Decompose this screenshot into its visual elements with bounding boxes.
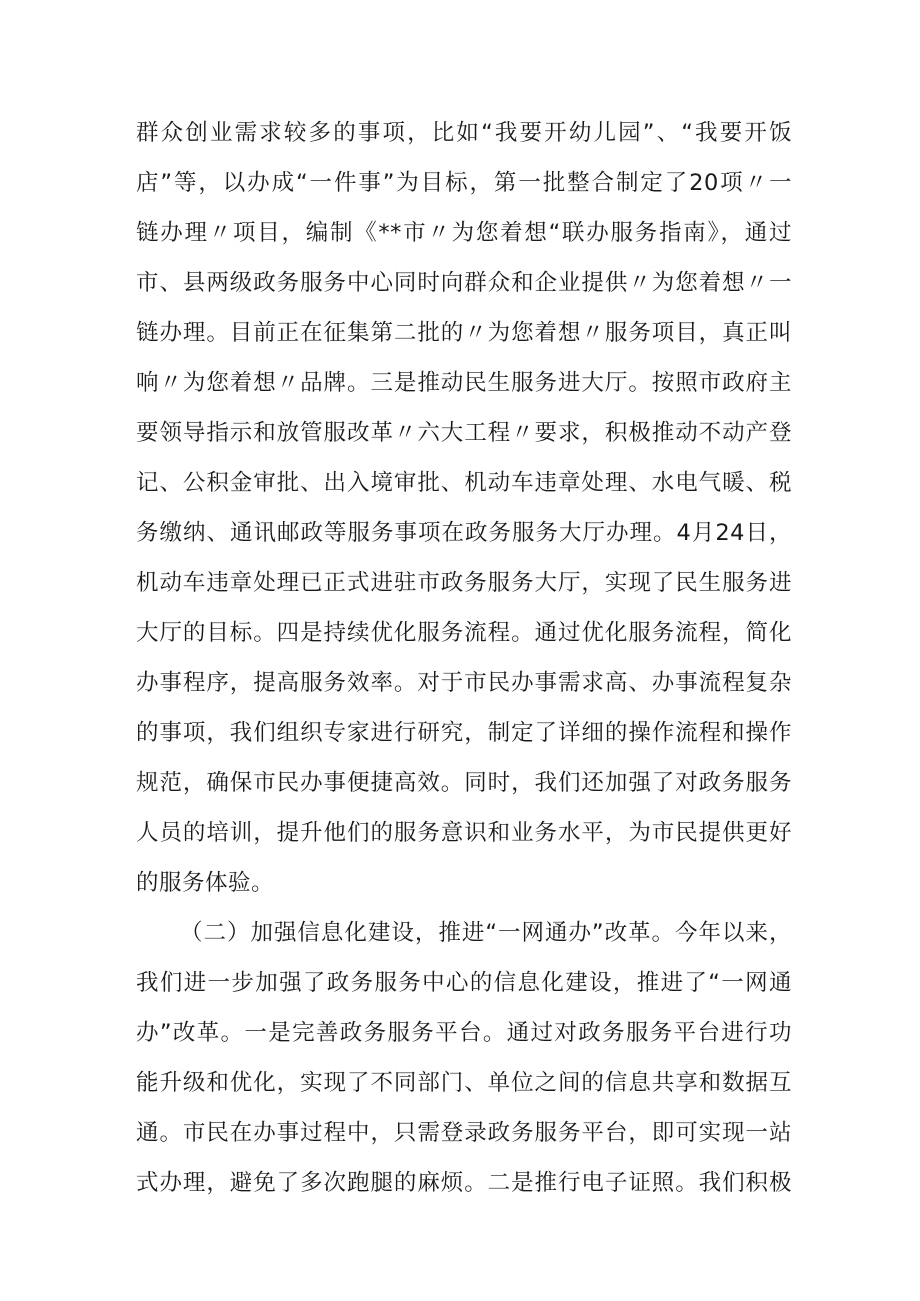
text-line: 办”改革。一是完善政务服务平台。通过对政务服务平台进行功 [136, 1020, 792, 1046]
text-line: 通。市民在办事过程中，只需登录政务服务平台，即可实现一站 [136, 1120, 792, 1146]
text-line: 机动车违章处理已正式进驻市政务服务大厅，实现了民生服务进 [136, 570, 792, 596]
text-line: 人员的培训，提升他们的服务意识和业务水平，为市民提供更好 [136, 820, 792, 846]
text-line: 能升级和优化，实现了不同部门、单位之间的信息共享和数据互 [136, 1070, 792, 1096]
text-line: 要领导指示和放管服改革〃六大工程〃要求，积极推动不动产登 [136, 420, 792, 446]
text-line: 链办理。目前正在征集第二批的〃为您着想〃服务项目，真正叫 [136, 320, 792, 346]
text-line: 记、公积金审批、出入境审批、机动车违章处理、水电气暖、税 [136, 470, 792, 496]
text-line: 我们进一步加强了政务服务中心的信息化建设，推进了“一网通 [136, 970, 792, 996]
section-heading-line: （二）加强信息化建设，推进“一网通办”改革。今年以来， [180, 920, 792, 946]
text-line: 办事程序，提高服务效率。对于市民办事需求高、办事流程复杂 [136, 670, 792, 696]
text-line: 店”等，以办成“一件事”为目标，第一批整合制定了20项〃一 [136, 170, 792, 196]
text-line: 链办理〃项目，编制《**市〃为您着想“联办服务指南》，通过 [136, 220, 792, 246]
text-line: 市、县两级政务服务中心同时向群众和企业提供〃为您着想〃一 [136, 270, 792, 296]
text-line: 的事项，我们组织专家进行研究，制定了详细的操作流程和操作 [136, 720, 792, 746]
text-line: 大厅的目标。四是持续优化服务流程。通过优化服务流程，简化 [136, 620, 792, 646]
text-line: 规范，确保市民办事便捷高效。同时，我们还加强了对政务服务 [136, 770, 792, 796]
text-line: 务缴纳、通讯邮政等服务事项在政务服务大厅办理。4月24日， [136, 520, 792, 546]
text-line: 响〃为您着想〃品牌。三是推动民生服务进大厅。按照市政府主 [136, 370, 792, 396]
text-line: 的服务体验。 [136, 870, 275, 896]
text-line: 式办理，避免了多次跑腿的麻烦。二是推行电子证照。我们积极 [136, 1170, 792, 1196]
text-line: 群众创业需求较多的事项，比如“我要开幼儿园”、“我要开饭 [136, 120, 792, 146]
